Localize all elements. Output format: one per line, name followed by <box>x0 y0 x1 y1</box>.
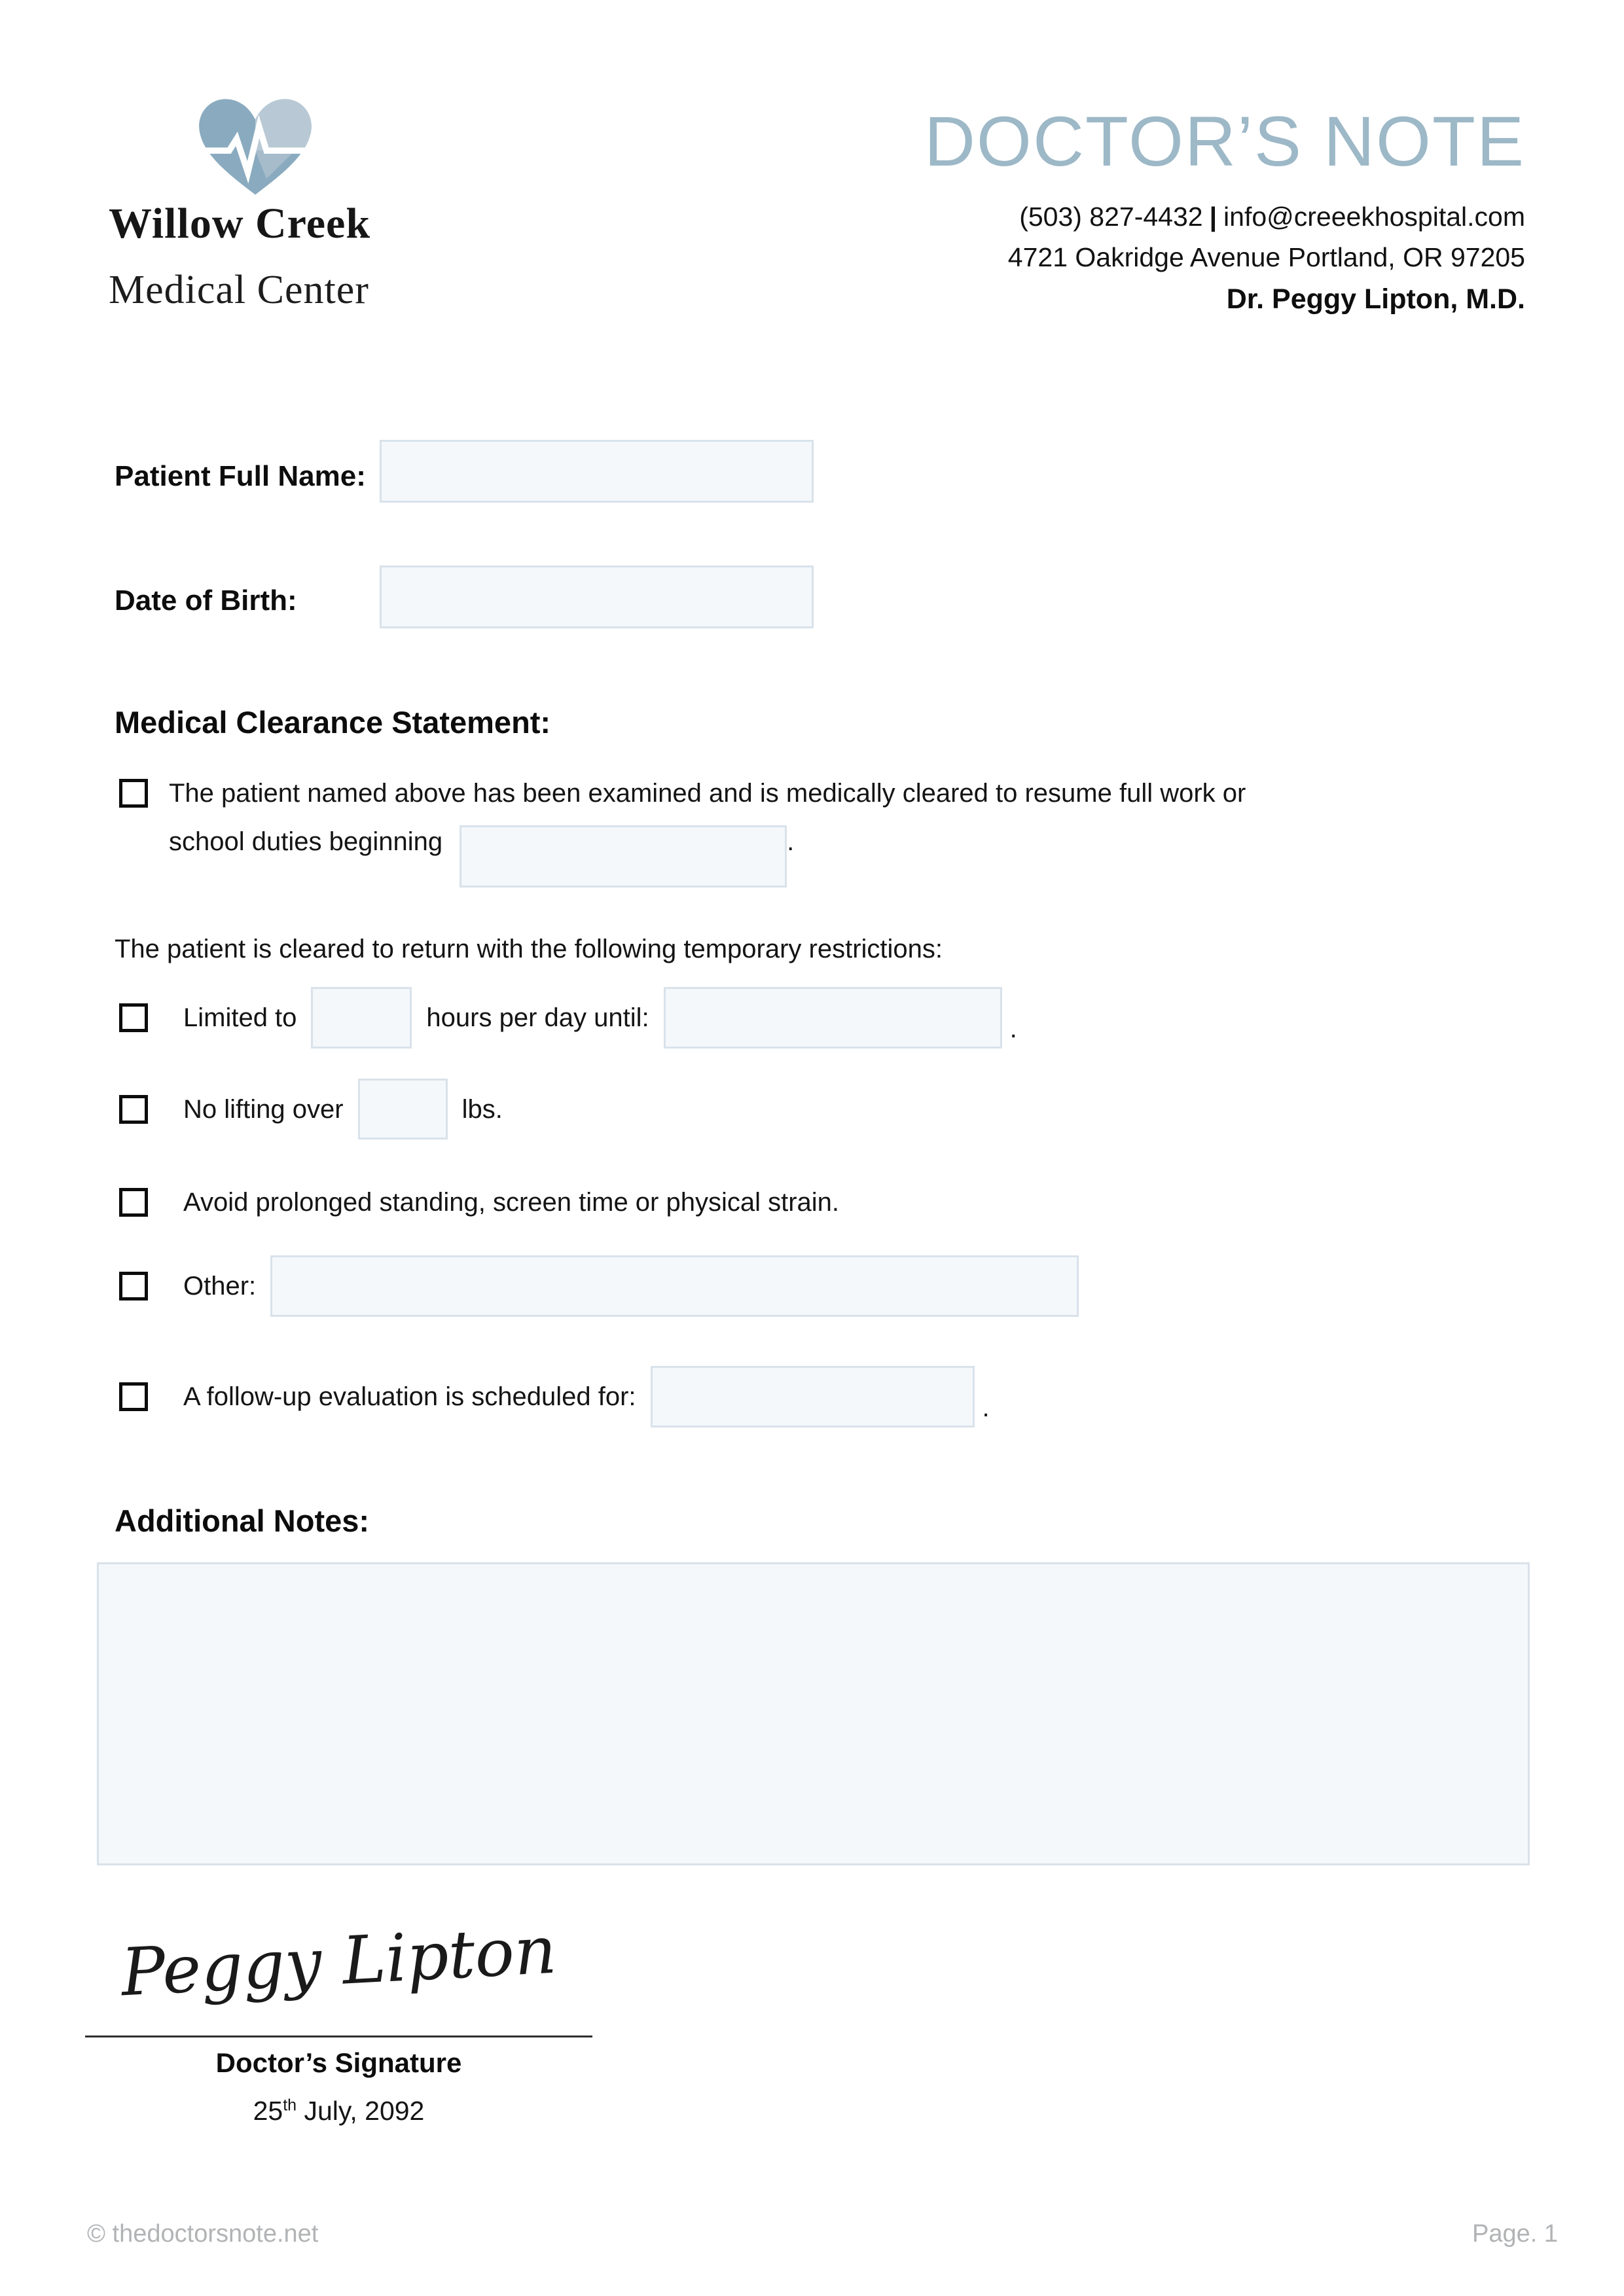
header-block <box>924 103 1525 321</box>
limited-period: . <box>1009 1014 1017 1043</box>
footer-copyright: © thedoctorsnote.net <box>87 2220 319 2248</box>
page-title: DOCTOR’S NOTE <box>924 101 1525 181</box>
hours-input[interactable] <box>311 987 412 1049</box>
heart-pulse-icon <box>193 92 317 200</box>
other-row <box>119 1255 1079 1317</box>
clinic-address: 4721 Oakridge Avenue Portland, OR 97205 <box>1007 242 1525 272</box>
signature-line <box>85 2036 592 2037</box>
limited-middle-label: hours per day until: <box>426 1003 649 1032</box>
limited-prefix-label: Limited to <box>183 1003 297 1032</box>
avoid-label: Avoid prolonged standing, screen time or physical strain. <box>183 1188 840 1217</box>
followup-row <box>119 1366 990 1427</box>
statement-period: . <box>787 827 795 856</box>
lifting-prefix-label: No lifting over <box>183 1094 344 1124</box>
date-ordinal-suffix: th <box>283 2096 297 2115</box>
clearance-checkbox[interactable] <box>119 779 148 808</box>
clearance-statement-line2: school duties beginning . <box>169 825 1246 888</box>
signature-script: Peggy Lipton <box>119 1911 558 2011</box>
email-address: info@creeekhospital.com <box>1223 202 1525 232</box>
other-checkbox[interactable] <box>119 1272 148 1300</box>
clearance-statement-line1: The patient named above has been examined and is medically cleared to resume full work or <box>169 779 1246 808</box>
limited-hours-row <box>119 987 1017 1049</box>
signature-label: Doctor’s Signature <box>215 2047 462 2078</box>
patient-name-label: Patient Full Name: <box>115 460 366 492</box>
restrictions-intro: The patient is cleared to return with the following temporary restrictions: <box>115 935 943 963</box>
followup-checkbox[interactable] <box>119 1382 148 1411</box>
lifting-suffix-label: lbs. <box>461 1094 503 1124</box>
notes-heading: Additional Notes: <box>115 1503 370 1538</box>
contact-line <box>924 196 1525 237</box>
footer-page-number: Page. 1 <box>1472 2220 1558 2248</box>
doctor-name: Dr. Peggy Lipton, M.D. <box>1226 283 1525 315</box>
followup-period: . <box>982 1393 990 1422</box>
lifting-checkbox[interactable] <box>119 1095 148 1124</box>
lifting-row <box>119 1079 503 1139</box>
followup-date-input[interactable] <box>651 1366 975 1427</box>
clearance-statement <box>169 776 1246 888</box>
clearance-row <box>119 776 1246 888</box>
clearance-date-input[interactable] <box>460 825 787 888</box>
signature-date: 25th July, 2092 <box>253 2096 425 2126</box>
brand-name-line1: Willow Creek <box>109 200 371 247</box>
additional-notes-textarea[interactable] <box>97 1562 1530 1865</box>
patient-name-input[interactable] <box>380 440 814 503</box>
brand-name-line2: Medical Center <box>109 268 369 312</box>
followup-label: A follow-up evaluation is scheduled for: <box>183 1382 636 1411</box>
other-label: Other: <box>183 1272 257 1300</box>
until-date-input[interactable] <box>664 987 1002 1049</box>
limited-hours-checkbox[interactable] <box>119 1003 148 1032</box>
avoid-checkbox[interactable] <box>119 1188 148 1217</box>
clearance-heading: Medical Clearance Statement: <box>115 705 551 740</box>
other-input[interactable] <box>270 1255 1079 1317</box>
lifting-lbs-input[interactable] <box>358 1079 448 1139</box>
phone-number: (503) 827-4432 <box>1019 202 1203 232</box>
dob-label: Date of Birth: <box>115 584 297 617</box>
contact-separator: | <box>1209 202 1218 232</box>
dob-input[interactable] <box>380 565 814 628</box>
avoid-row <box>119 1187 839 1218</box>
